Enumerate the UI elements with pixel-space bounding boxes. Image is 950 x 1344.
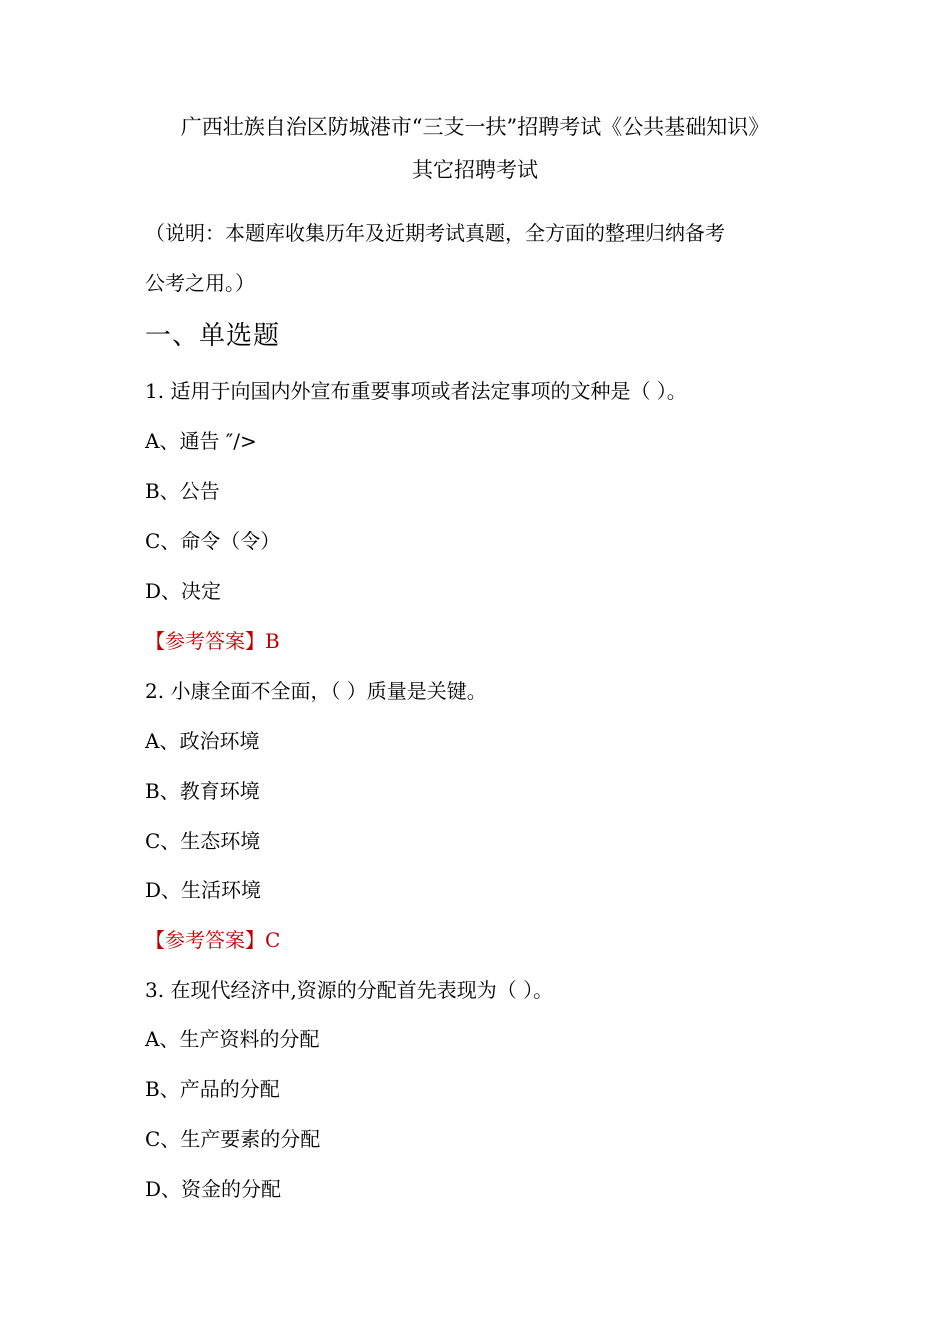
answer-label: 【参考答案】 [145, 629, 265, 653]
answer-value: C [265, 928, 281, 952]
question-1-option-c: C、命令（令） [145, 529, 281, 553]
question-2-stem: 2. 小康全面不全面，（ ）质量是关键。 [145, 679, 487, 703]
question-3-stem: 3. 在现代经济中,资源的分配首先表现为（ ）。 [145, 978, 554, 1002]
question-2-option-a: A、政治环境 [145, 729, 260, 753]
document-title-line-1: 广西壮族自治区防城港市“三支一扶”招聘考试《公共基础知识》 [180, 115, 770, 139]
note-line-2: 公考之用。） [145, 271, 255, 295]
answer-value: B [265, 629, 280, 653]
question-3-option-c: C、生产要素的分配 [145, 1127, 321, 1151]
section-heading: 一、单选题 [145, 321, 281, 351]
question-1-option-b: B、公告 [145, 479, 220, 503]
question-2-answer [145, 926, 280, 954]
question-2-option-b: B、教育环境 [145, 779, 260, 803]
question-1-option-d: D、决定 [145, 579, 222, 603]
answer-label: 【参考答案】 [145, 928, 265, 952]
question-3-option-a: A、生产资料的分配 [145, 1027, 320, 1051]
note-line-1: （说明：本题库收集历年及近期考试真题，全方面的整理归纳备考 [145, 221, 725, 245]
question-1-stem: 1. 适用于向国内外宣布重要事项或者法定事项的文种是（ ）。 [145, 379, 687, 403]
question-1-answer [145, 627, 280, 655]
question-2-option-c: C、生态环境 [145, 829, 261, 853]
question-2-option-d: D、生活环境 [145, 878, 262, 902]
question-1-option-a: A、通告 ″/> [145, 429, 257, 453]
document-title-line-2: 其它招聘考试 [412, 158, 538, 182]
question-3-option-b: B、产品的分配 [145, 1077, 280, 1101]
question-3-option-d: D、资金的分配 [145, 1177, 282, 1201]
